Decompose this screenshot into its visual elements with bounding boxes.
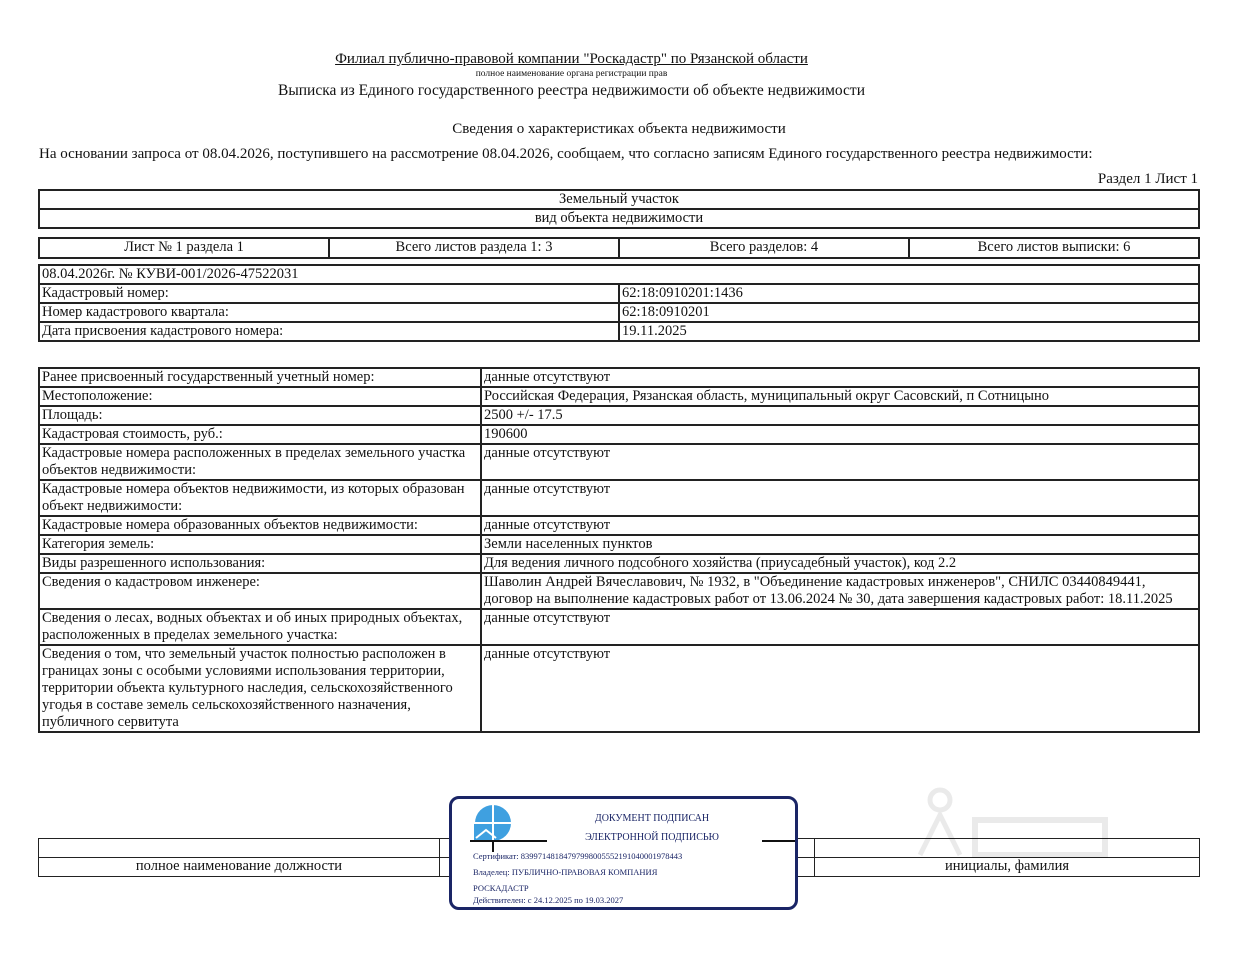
stamp-owner-name: РОСКАДАСТР <box>473 883 529 893</box>
position-caption: полное наименование должности <box>39 858 440 877</box>
table-row <box>39 480 1199 516</box>
properties-table <box>38 367 1200 733</box>
property-label: Ранее присвоенный государственный учетный номер: <box>39 368 481 387</box>
object-type-table <box>38 189 1200 229</box>
stamp-validity: Действителен: с 24.12.2025 по 19.03.2027 <box>473 895 624 905</box>
extract-sheets-total: Всего листов выписки: 6 <box>909 238 1199 258</box>
property-value: данные отсутствуют <box>481 480 1199 516</box>
table-row <box>39 554 1199 573</box>
table-row <box>39 444 1199 480</box>
cadastral-number-value: 62:18:0910201:1436 <box>619 284 1199 303</box>
table-row <box>39 387 1199 406</box>
name-caption: инициалы, фамилия <box>815 858 1200 877</box>
property-value: данные отсутствуют <box>481 609 1199 645</box>
table-row <box>39 284 1199 303</box>
property-label: Сведения о лесах, водных объектах и об иных природных объектах, расположенных в пределах земельного участка: <box>39 609 481 645</box>
property-value: Земли населенных пунктов <box>481 535 1199 554</box>
table-row <box>39 303 1199 322</box>
sheet-count-table <box>38 237 1200 259</box>
stamp-owner: Владелец: ПУБЛИЧНО-ПРАВОВАЯ КОМПАНИЯ <box>473 867 658 877</box>
registry-office-caption: полное наименование органа регистрации прав <box>475 69 668 79</box>
table-row <box>39 573 1199 609</box>
record-id: 08.04.2026г. № КУВИ-001/2026-47522031 <box>39 265 1199 284</box>
cadastral-id-table <box>38 264 1200 342</box>
table-row <box>39 535 1199 554</box>
property-value: данные отсутствуют <box>481 516 1199 535</box>
table-row <box>39 406 1199 425</box>
roskadastr-logo-icon <box>474 804 512 842</box>
table-row <box>39 322 1199 341</box>
property-label: Кадастровая стоимость, руб.: <box>39 425 481 444</box>
table-row <box>39 368 1199 387</box>
property-label: Категория земель: <box>39 535 481 554</box>
property-label: Сведения о кадастровом инженере: <box>39 573 481 609</box>
property-value: данные отсутствуют <box>481 444 1199 480</box>
stamp-rule <box>762 840 795 842</box>
cadastral-quarter-label: Номер кадастрового квартала: <box>39 303 619 322</box>
property-label: Местоположение: <box>39 387 481 406</box>
cadastral-quarter-value: 62:18:0910201 <box>619 303 1199 322</box>
table-row <box>39 516 1199 535</box>
assignment-date-label: Дата присвоения кадастрового номера: <box>39 322 619 341</box>
sections-total: Всего разделов: 4 <box>619 238 909 258</box>
stamp-title: ДОКУМЕНТ ПОДПИСАН <box>594 813 710 824</box>
stamp-rule <box>470 840 547 842</box>
assignment-date-value: 19.11.2025 <box>619 322 1199 341</box>
watermark-logo <box>915 780 1115 870</box>
stamp-subtitle: ЭЛЕКТРОННОЙ ПОДПИСЬЮ <box>585 832 719 843</box>
property-label: Сведения о том, что земельный участок полностью расположен в границах зоны с особыми условиями использования территории, территории объекта культурного наследия, сельскохозяйственного угодья в составе земель сельскохозяйственного назначения, публичного сервитута <box>39 645 481 732</box>
section-sheets-total: Всего листов раздела 1: 3 <box>329 238 619 258</box>
property-value: 2500 +/- 17.5 <box>481 406 1199 425</box>
property-label: Кадастровые номера расположенных в пределах земельного участка объектов недвижимости: <box>39 444 481 480</box>
object-type-caption: вид объекта недвижимости <box>39 209 1199 228</box>
property-label: Площадь: <box>39 406 481 425</box>
position-field <box>39 839 440 858</box>
cadastral-number-label: Кадастровый номер: <box>39 284 619 303</box>
table-row <box>39 645 1199 732</box>
property-value: Шаволин Андрей Вячеславович, № 1932, в "Объединение кадастровых инженеров", СНИЛС 03440849441, договор на выполнение кадастровых работ от 13.06.2024 № 30, дата завершения кадастровых работ: 18.11.2025 <box>481 573 1199 609</box>
property-value: Для ведения личного подсобного хозяйства (приусадебный участок), код 2.2 <box>481 554 1199 573</box>
property-label: Виды разрешенного использования: <box>39 554 481 573</box>
table-row <box>39 425 1199 444</box>
object-type: Земельный участок <box>39 190 1199 209</box>
property-label: Кадастровые номера объектов недвижимости, из которых образован объект недвижимости: <box>39 480 481 516</box>
table-row <box>39 609 1199 645</box>
section-title: Сведения о характеристиках объекта недвижимости <box>452 121 786 137</box>
sheet-number: Лист № 1 раздела 1 <box>39 238 329 258</box>
registry-office-name: Филиал публично-правовой компании "Роскадастр" по Рязанской области <box>335 51 808 67</box>
property-value: данные отсутствуют <box>481 368 1199 387</box>
section-sheet-reference: Раздел 1 Лист 1 <box>1097 171 1198 187</box>
property-value: 190600 <box>481 425 1199 444</box>
property-value: Российская Федерация, Рязанская область, муниципальный округ Сасовский, п Сотницыно <box>481 387 1199 406</box>
electronic-signature-stamp <box>449 796 798 910</box>
request-intro-text: На основании запроса от 08.04.2026, поступившего на рассмотрение 08.04.2026, сообщаем, что согласно записям Единого государственного реестра недвижимости: <box>39 146 1093 162</box>
stamp-certificate: Сертификат: 8399714818479799800555219104000197844З <box>473 851 683 861</box>
document-title: Выписка из Единого государственного реестра недвижимости об объекте недвижимости <box>278 82 865 99</box>
property-label: Кадастровые номера образованных объектов недвижимости: <box>39 516 481 535</box>
property-value: данные отсутствуют <box>481 645 1199 732</box>
